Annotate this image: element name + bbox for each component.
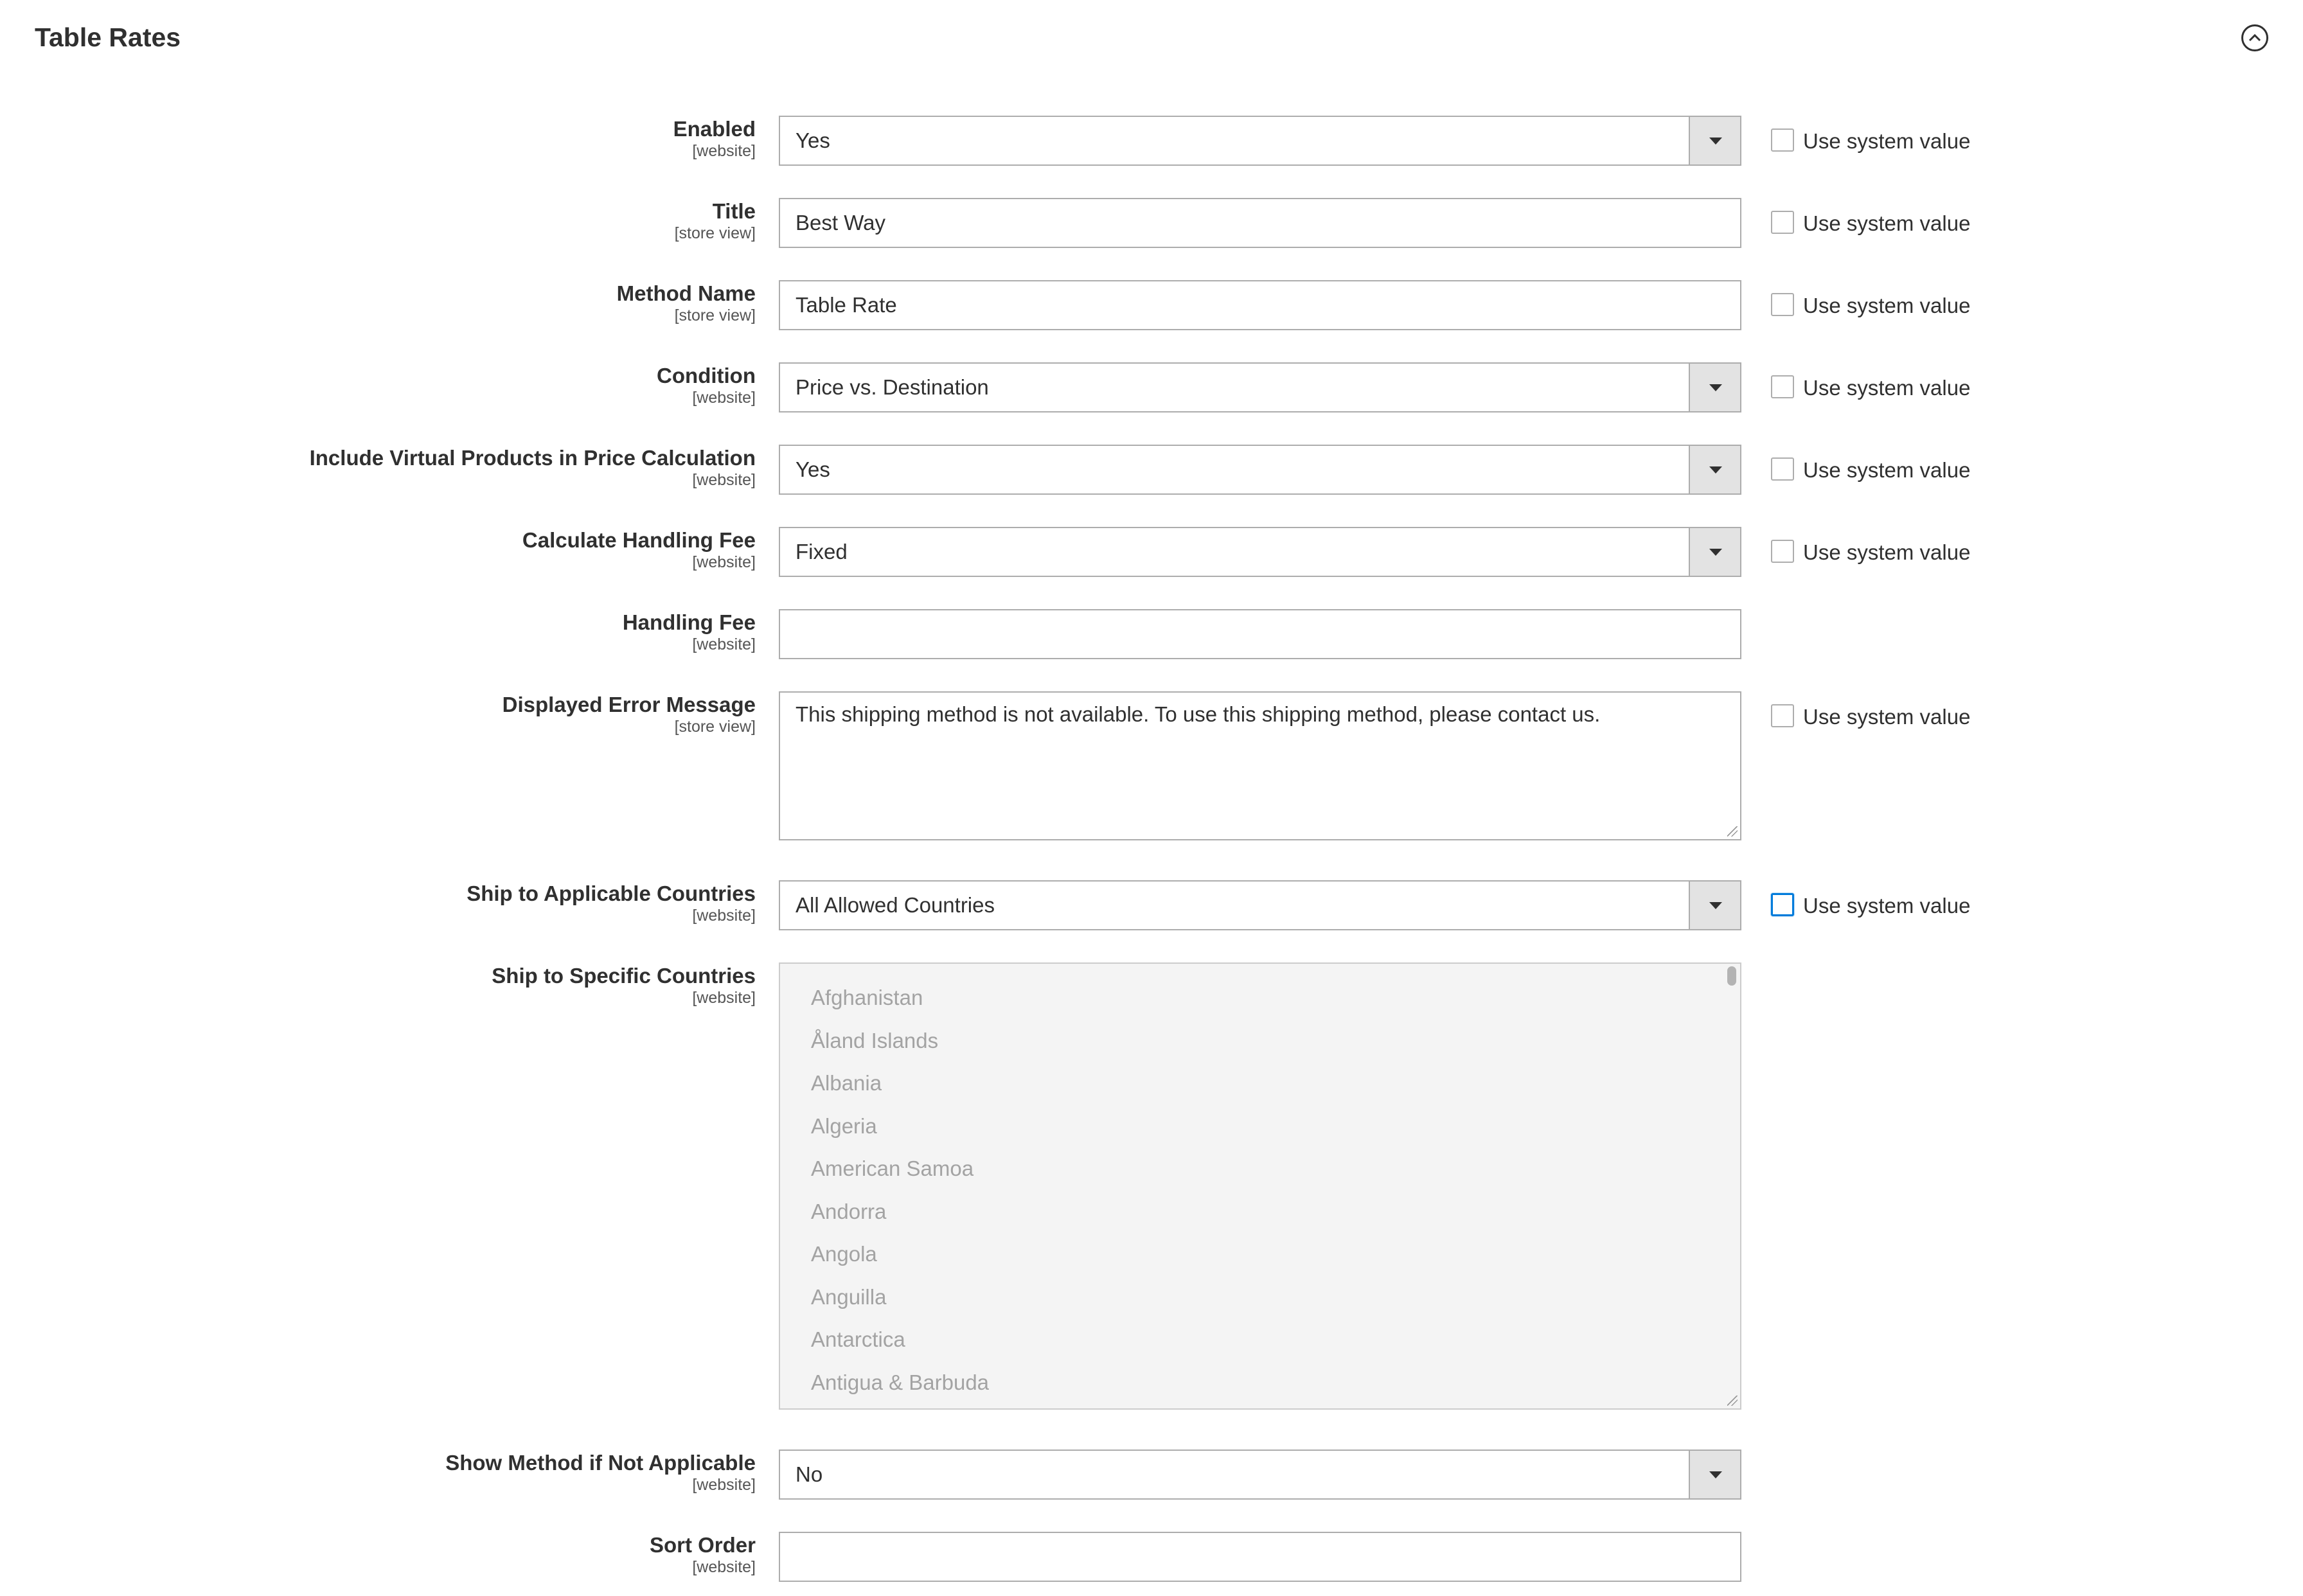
checkbox[interactable] bbox=[1771, 129, 1794, 152]
checkbox[interactable] bbox=[1771, 457, 1794, 481]
checkbox[interactable] bbox=[1771, 540, 1794, 563]
error-message-textarea[interactable]: This shipping method is not available. To use this shipping method, please contact us. bbox=[779, 691, 1741, 840]
list-item: Antarctica bbox=[811, 1327, 905, 1351]
field-label: Show Method if Not Applicable [website] bbox=[445, 1451, 756, 1494]
handling-type-select[interactable]: Fixed bbox=[779, 527, 1741, 577]
field-label: Handling Fee [website] bbox=[622, 610, 756, 653]
use-system-value-include-virtual[interactable]: Use system value bbox=[1771, 456, 1970, 484]
specific-countries-multiselect[interactable] bbox=[779, 962, 1741, 1410]
title-input[interactable]: Best Way bbox=[779, 198, 1741, 248]
use-system-value-enabled[interactable]: Use system value bbox=[1771, 127, 1970, 155]
checkbox[interactable] bbox=[1771, 893, 1794, 916]
resize-handle-icon[interactable] bbox=[1727, 826, 1738, 837]
handling-fee-input[interactable] bbox=[779, 609, 1741, 659]
list-item: Antigua & Barbuda bbox=[811, 1370, 990, 1394]
collapse-chevron-up-icon[interactable] bbox=[2241, 24, 2268, 51]
field-label: Condition [website] bbox=[657, 364, 756, 407]
list-item: Andorra bbox=[811, 1199, 887, 1223]
list-item: Angola bbox=[811, 1242, 877, 1266]
field-label: Include Virtual Products in Price Calculation [website] bbox=[309, 446, 756, 489]
list-item: Åland Islands bbox=[811, 1028, 939, 1052]
checkbox[interactable] bbox=[1771, 704, 1794, 727]
use-system-value-title[interactable]: Use system value bbox=[1771, 209, 1970, 238]
sort-order-input[interactable] bbox=[779, 1532, 1741, 1582]
chevron-down-icon bbox=[1689, 882, 1740, 929]
field-label: Enabled [website] bbox=[673, 117, 756, 160]
use-system-value-condition[interactable]: Use system value bbox=[1771, 374, 1970, 402]
list-item: American Samoa bbox=[811, 1157, 974, 1180]
field-label: Method Name [store view] bbox=[616, 281, 756, 324]
include-virtual-select[interactable]: Yes bbox=[779, 445, 1741, 495]
checkbox[interactable] bbox=[1771, 211, 1794, 234]
scrollbar-thumb[interactable] bbox=[1727, 966, 1736, 986]
chevron-down-icon bbox=[1689, 528, 1740, 576]
checkbox[interactable] bbox=[1771, 293, 1794, 316]
section-title: Table Rates bbox=[35, 22, 181, 52]
use-system-value-method-name[interactable]: Use system value bbox=[1771, 292, 1970, 320]
field-label: Ship to Applicable Countries [website] bbox=[467, 882, 756, 925]
field-label: Title [store view] bbox=[674, 199, 756, 242]
list-item: Albania bbox=[811, 1071, 882, 1095]
list-item: Algeria bbox=[811, 1113, 877, 1138]
method-name-input[interactable]: Table Rate bbox=[779, 280, 1741, 330]
enabled-select[interactable]: Yes bbox=[779, 116, 1741, 166]
field-label: Displayed Error Message [store view] bbox=[502, 693, 756, 736]
chevron-down-icon bbox=[1689, 446, 1740, 493]
list-item: Afghanistan bbox=[811, 986, 923, 1009]
use-system-value-handling-type[interactable]: Use system value bbox=[1771, 538, 1970, 567]
field-label: Sort Order [website] bbox=[649, 1533, 756, 1576]
field-label: Calculate Handling Fee [website] bbox=[522, 528, 756, 571]
checkbox[interactable] bbox=[1771, 375, 1794, 398]
section-header bbox=[35, 18, 2268, 69]
chevron-down-icon bbox=[1689, 364, 1740, 411]
list-item: Anguilla bbox=[811, 1284, 887, 1309]
resize-handle-icon[interactable] bbox=[1727, 1396, 1738, 1406]
condition-select[interactable]: Price vs. Destination bbox=[779, 362, 1741, 412]
show-method-select[interactable]: No bbox=[779, 1450, 1741, 1500]
use-system-value-error-message[interactable]: Use system value bbox=[1771, 703, 1970, 731]
use-system-value-applicable-countries[interactable]: Use system value bbox=[1771, 892, 1970, 920]
chevron-down-icon bbox=[1689, 1451, 1740, 1498]
field-label: Ship to Specific Countries [website] bbox=[492, 964, 756, 1007]
applicable-countries-select[interactable]: All Allowed Countries bbox=[779, 880, 1741, 930]
chevron-down-icon bbox=[1689, 117, 1740, 164]
